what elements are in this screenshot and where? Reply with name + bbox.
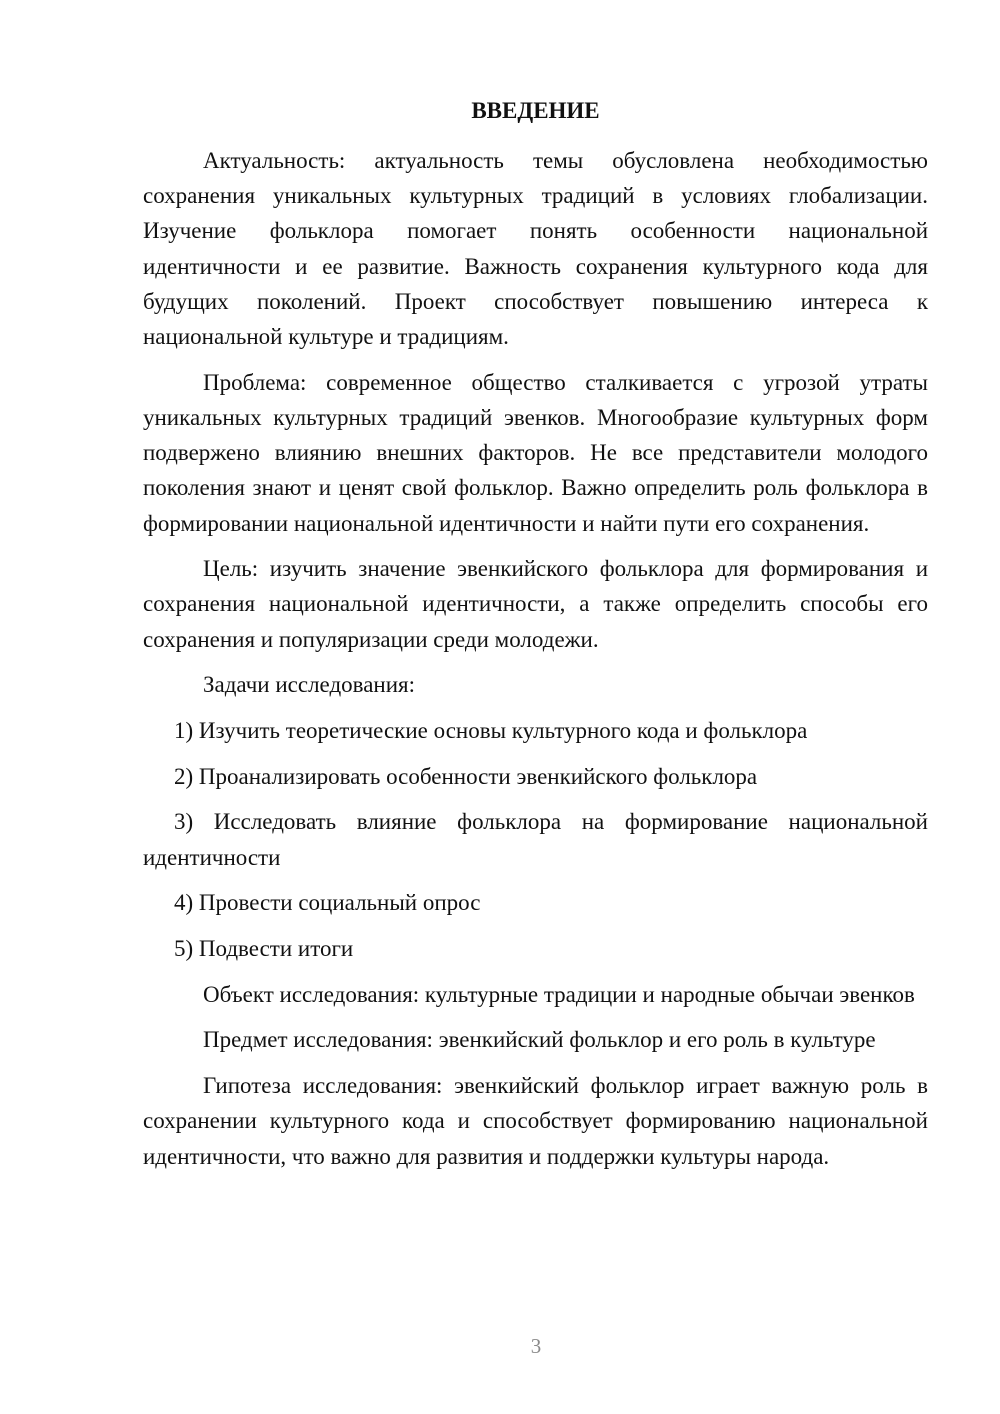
task-item-4: 4) Провести социальный опрос: [174, 890, 481, 916]
task-item-1: 1) Изучить теоретические основы культурного кода и фольклора: [174, 718, 808, 744]
page-number: 3: [530, 1334, 542, 1358]
paragraph-relevance: Актуальность: актуальность темы обусловлена необходимостью сохранения уникальных культурных традиций в условиях глобализации. Изучение фольклора помогает понять особенности национальной идентичности и ее развитие. Важность сохранения культурного кода для будущих поколений. Проект способствует повышению интереса к национальной культуре и традициям.: [143, 148, 928, 350]
paragraph-goal: Цель: изучить значение эвенкийского фольклора для формирования и сохранения национальной идентичности, а также определить способы его сохранения и популяризации среди молодежи.: [143, 556, 928, 652]
paragraph-tasks-heading: Задачи исследования:: [203, 672, 416, 698]
paragraph-subject: Предмет исследования: эвенкийский фольклор и его роль в культуре: [203, 1027, 876, 1053]
page-title: ВВЕДЕНИЕ: [471, 98, 600, 123]
task-item-3: 3) Исследовать влияние фольклора на формирование национальной идентичности: [143, 809, 928, 870]
document-body: [143, 143, 928, 1184]
paragraph-object: Объект исследования: культурные традиции и народные обычаи эвенков: [203, 981, 915, 1007]
task-item-2: 2) Проанализировать особенности эвенкийского фольклора: [174, 763, 758, 789]
task-item-5: 5) Подвести итоги: [174, 936, 354, 962]
paragraph-problem: Проблема: современное общество сталкивается с угрозой утраты уникальных культурных традиций эвенков. Многообразие культурных форм подвержено влиянию внешних факторов. Не все представители молодого поколения знают и ценят свой фольклор. Важно определить роль фольклора в формировании национальной идентичности и найти пути его сохранения.: [143, 369, 928, 536]
paragraph-hypothesis: Гипотеза исследования: эвенкийский фольклор играет важную роль в сохранении культурного кода и способствует формированию национальной идентичности, что важно для развития и поддержки культуры народа.: [143, 1073, 928, 1169]
